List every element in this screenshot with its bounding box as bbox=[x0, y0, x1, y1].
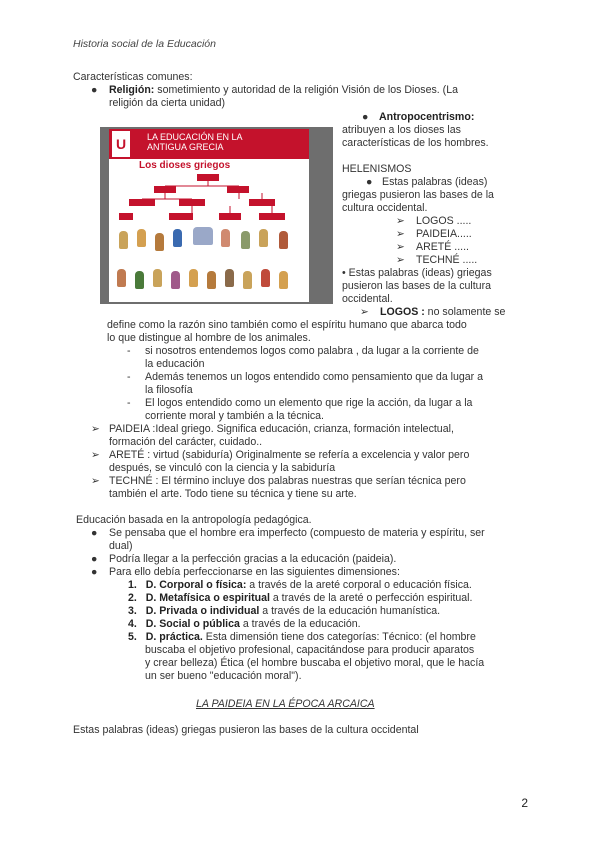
god-figure bbox=[279, 271, 288, 289]
god-figure bbox=[189, 269, 198, 287]
educacion-bullet: Para ello debía perfeccionarse en las siguientes dimensiones: bbox=[109, 566, 400, 578]
dimension-item: 2. D. Metafísica o espiritual a través de la areté o perfección espiritual. bbox=[128, 592, 473, 604]
god-figure bbox=[137, 229, 146, 247]
logos-subitem: corriente moral y también a la técnica. bbox=[145, 410, 324, 422]
dimension-line: un ser bueno "educación moral"). bbox=[145, 670, 302, 682]
techne-line2: también el arte. Todo tiene su técnica y tiene su arte. bbox=[109, 488, 357, 500]
term-item: ARETÉ ..... bbox=[416, 241, 469, 253]
god-figure bbox=[241, 231, 250, 249]
university-logo: U bbox=[112, 131, 130, 157]
arrow-icon: ➢ bbox=[396, 241, 405, 253]
god-figure bbox=[193, 227, 213, 245]
religion-text: sometimiento y autoridad de la religión Visión de los Dioses. (La bbox=[154, 84, 458, 96]
educacion-bullet: Se pensaba que el hombre era imperfecto (compuesto de materia y espíritu, ser bbox=[109, 527, 485, 539]
term-item: PAIDEIA..... bbox=[416, 228, 472, 240]
logos-subitem: la educación bbox=[145, 358, 205, 370]
bullet-icon: ● bbox=[362, 111, 369, 123]
antropo-line: características de los hombres. bbox=[342, 137, 489, 149]
paideia-line2: formación del carácter, cuidado.. bbox=[109, 436, 263, 448]
slide-subtitle: Los dioses griegos bbox=[139, 160, 231, 171]
educacion-bullet: Podría llegar a la perfección gracias a la educación (paideia). bbox=[109, 553, 397, 565]
god-figure bbox=[153, 269, 162, 287]
arrow-icon: ➢ bbox=[396, 254, 405, 266]
religion-label: Religión: bbox=[109, 84, 155, 96]
god-figure bbox=[207, 271, 216, 289]
dimension-line: y crear belleza) Ética (el hombre buscaba el objetivo moral, que le hacía bbox=[145, 657, 485, 669]
slide-title-line2: ANTIGUA GRECIA bbox=[147, 142, 224, 152]
dimension-line: buscaba el objetivo profesional, capacitándose para producir aparatos bbox=[145, 644, 475, 656]
religion-text-2: religión da cierta unidad) bbox=[109, 97, 226, 109]
slide-canvas bbox=[109, 129, 309, 302]
bullet-icon: ● bbox=[91, 553, 98, 565]
greek-gods-slide-image bbox=[100, 127, 333, 304]
god-figure bbox=[155, 233, 164, 251]
dimension-item: 3. D. Privada o individual a través de la educación humanística. bbox=[128, 605, 441, 617]
educacion-bullet: dual) bbox=[109, 540, 133, 552]
helenismos-line: griegas pusieron las bases de la bbox=[342, 189, 494, 201]
religion-item bbox=[109, 84, 509, 97]
logos-line: lo que distingue al hombre de los animales. bbox=[107, 332, 311, 344]
arete-line2: después, se vinculó con la ciencia y la sabiduría bbox=[109, 462, 336, 474]
section-title: LA PAIDEIA EN LA ÉPOCA ARCAICA bbox=[196, 698, 375, 710]
closing-text: Estas palabras (ideas) griegas pusieron las bases de la cultura occidental bbox=[73, 724, 419, 736]
page-number: 2 bbox=[521, 796, 528, 810]
god-figure bbox=[135, 271, 144, 289]
arrow-icon: ➢ bbox=[396, 228, 405, 240]
arrow-icon: ➢ bbox=[396, 215, 405, 227]
dimension-item: 1. D. Corporal o física: a través de la areté corporal o educación física. bbox=[128, 579, 472, 591]
term-item: TECHNÉ ..... bbox=[416, 254, 478, 266]
logos-line: define como la razón sino también como el espíritu humano que abarca todo bbox=[107, 319, 467, 331]
god-figure bbox=[171, 271, 180, 289]
slide-title-line1: LA EDUCACIÓN EN LA bbox=[147, 132, 243, 142]
arrow-icon: ➢ bbox=[91, 423, 100, 435]
god-figure bbox=[117, 269, 126, 287]
dash-icon: - bbox=[127, 371, 131, 383]
bullet-icon: ● bbox=[91, 527, 98, 539]
arrow-icon: ➢ bbox=[91, 449, 100, 461]
bullet-icon: ● bbox=[91, 84, 98, 96]
god-figure bbox=[221, 229, 230, 247]
intro-text: Características comunes: bbox=[73, 71, 193, 83]
god-figure bbox=[225, 269, 234, 287]
arrow-icon: ➢ bbox=[91, 475, 100, 487]
helenismos-line: cultura occidental. bbox=[342, 202, 428, 214]
god-figure bbox=[279, 231, 288, 249]
logos-heading: LOGOS : no solamente se bbox=[380, 306, 506, 318]
logos-subitem: la filosofía bbox=[145, 384, 193, 396]
page-header: Historia social de la Educación bbox=[73, 38, 216, 50]
helenismos-line: Estas palabras (ideas) bbox=[382, 176, 488, 188]
dash-icon: - bbox=[127, 397, 131, 409]
dimension-item: 4. D. Social o pública a través de la educación. bbox=[128, 618, 361, 630]
helenismos-title: HELENISMOS bbox=[342, 163, 412, 175]
dimension-item: 5. D. práctica. Esta dimensión tiene dos categorías: Técnico: (el hombre bbox=[128, 631, 476, 643]
techne-item: TECHNÉ : El término incluye dos palabras nuestras que serían técnica pero bbox=[109, 475, 466, 487]
god-figure bbox=[119, 231, 128, 249]
god-figure bbox=[259, 229, 268, 247]
para2-line: • Estas palabras (ideas) griegas bbox=[342, 267, 492, 279]
arrow-icon: ➢ bbox=[360, 306, 369, 318]
bullet-icon: ● bbox=[366, 176, 373, 188]
antropo-line: atribuyen a los dioses las bbox=[342, 124, 461, 136]
antropo-label: Antropocentrismo: bbox=[379, 111, 475, 123]
logos-subitem: El logos entendido como un elemento que rige la acción, da lugar a la bbox=[145, 397, 473, 409]
term-item: LOGOS ..... bbox=[416, 215, 472, 227]
paideia-item: PAIDEIA :Ideal griego. Significa educación, crianza, formación intelectual, bbox=[109, 423, 454, 435]
logos-subitem: Además tenemos un logos entendido como pensamiento que da lugar a bbox=[145, 371, 484, 383]
dash-icon: - bbox=[127, 345, 131, 357]
educacion-title: Educación basada en la antropología pedagógica. bbox=[76, 514, 312, 526]
para2-line: pusieron las bases de la cultura bbox=[342, 280, 491, 292]
god-figure bbox=[173, 229, 182, 247]
logos-subitem: si nosotros entendemos logos como palabra , da lugar a la corriente de bbox=[145, 345, 479, 357]
bullet-icon: ● bbox=[91, 566, 98, 578]
god-figure bbox=[243, 271, 252, 289]
para2-line: occidental. bbox=[342, 293, 393, 305]
god-figure bbox=[261, 269, 270, 287]
arete-item: ARETÉ : virtud (sabiduría) Originalmente se refería a excelencia y valor pero bbox=[109, 449, 470, 461]
